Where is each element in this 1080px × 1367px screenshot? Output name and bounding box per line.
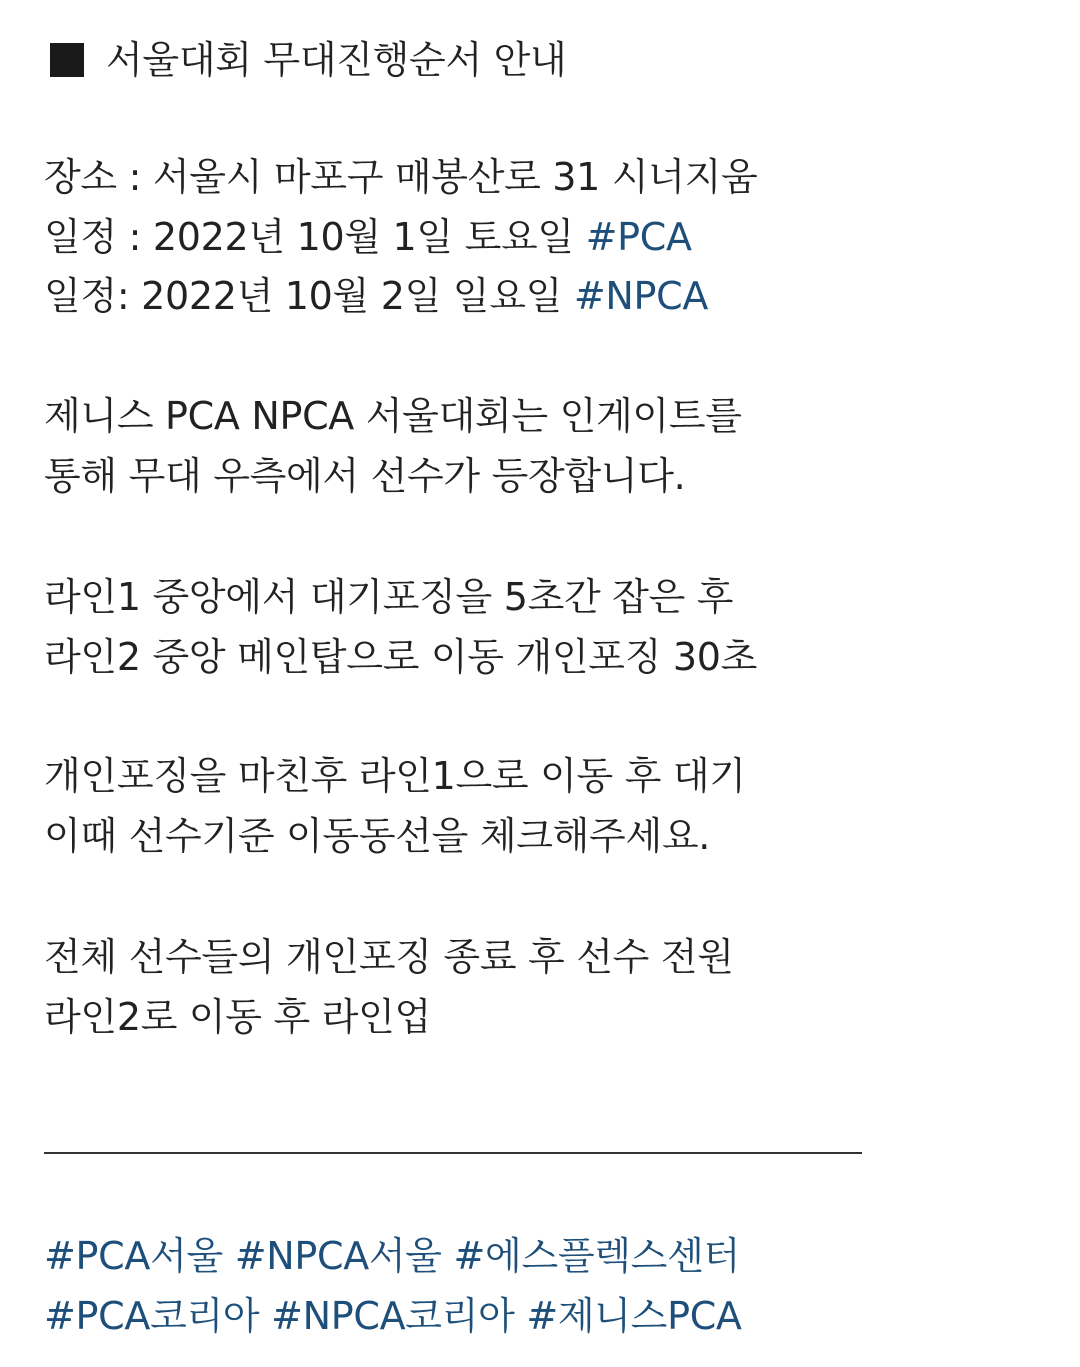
schedule-day2-text: 일정: 2022년 10월 2일 일요일 bbox=[44, 274, 574, 318]
hashtag-link[interactable]: #PCA코리아 bbox=[44, 1294, 260, 1338]
paragraph-line: 전체 선수들의 개인포징 종료 후 선수 전원 bbox=[44, 935, 734, 979]
black-square-icon bbox=[50, 43, 84, 77]
paragraph-line: 라인2로 이동 후 라인업 bbox=[44, 995, 431, 1039]
schedule-day1-text: 일정 : 2022년 10월 1일 토요일 bbox=[44, 215, 586, 259]
paragraph-line: 통해 무대 우측에서 선수가 등장합니다. bbox=[44, 454, 686, 498]
paragraph-line: 이때 선수기준 이동동선을 체크해주세요. bbox=[44, 814, 711, 858]
paragraph-line: 라인2 중앙 메인탑으로 이동 개인포징 30초 bbox=[44, 635, 758, 679]
divider bbox=[44, 1152, 862, 1154]
post-title-text: 서울대회 무대진행순서 안내 bbox=[106, 38, 567, 82]
schedule-day1 bbox=[44, 207, 692, 267]
venue-line: 장소 : 서울시 마포구 매봉산로 31 시너지움 bbox=[44, 155, 758, 199]
hashtag-link[interactable]: #NPCA코리아 bbox=[271, 1294, 515, 1338]
paragraph-line: 제니스 PCA NPCA 서울대회는 인게이트를 bbox=[44, 394, 742, 438]
schedule-day2 bbox=[44, 266, 708, 326]
hashtag-link[interactable]: #에스플렉스센터 bbox=[453, 1234, 740, 1278]
hashtag-link[interactable]: #제니스PCA bbox=[526, 1294, 742, 1338]
hashtag-pca[interactable]: #PCA bbox=[585, 215, 692, 259]
hashtag-link[interactable]: #PCA서울 bbox=[44, 1234, 223, 1278]
hashtag-npca[interactable]: #NPCA bbox=[573, 274, 709, 318]
hashtag-row bbox=[44, 1226, 740, 1286]
hashtag-link[interactable]: #NPCA서울 bbox=[234, 1234, 442, 1278]
post-title bbox=[44, 30, 566, 90]
paragraph-line: 개인포징을 마친후 라인1으로 이동 후 대기 bbox=[44, 754, 746, 798]
hashtag-row bbox=[44, 1286, 742, 1346]
paragraph-line: 라인1 중앙에서 대기포징을 5초간 잡은 후 bbox=[44, 575, 734, 619]
